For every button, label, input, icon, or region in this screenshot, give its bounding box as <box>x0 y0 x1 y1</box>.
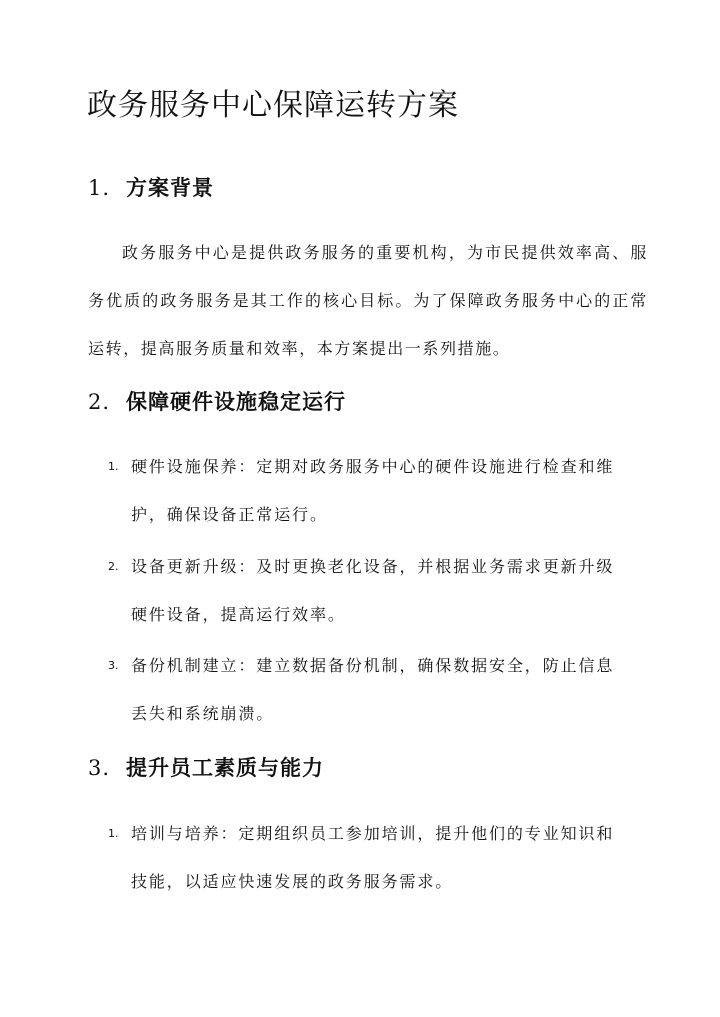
section-title: 保障硬件设施稳定运行 <box>126 389 346 414</box>
list-item-equipment-upgrade <box>108 543 618 639</box>
list-item-number: 2. <box>108 560 119 573</box>
section-number: 1. <box>88 176 111 200</box>
section-title: 提升员工素质与能力 <box>126 755 324 780</box>
section-number: 3. <box>88 756 111 780</box>
list-item-backup-mechanism <box>108 642 618 738</box>
list-item-text: 设备更新升级：及时更换老化设备，并根据业务需求更新升级硬件设备，提高运行效率。 <box>131 557 615 624</box>
list-item-hardware-maintenance <box>108 443 618 539</box>
list-item-training <box>108 810 618 906</box>
section-heading-hardware <box>88 386 346 418</box>
list-item-number: 1. <box>108 460 119 473</box>
section-title: 方案背景 <box>126 175 214 200</box>
list-item-text: 硬件设施保养：定期对政务服务中心的硬件设施进行检查和维护，确保设备正常运行。 <box>131 457 615 524</box>
section-paragraph: 政务服务中心是提供政务服务的重要机构，为市民提供效率高、服务优质的政务服务是其工作的核心目标。为了保障政务服务中心的正常运转，提高服务质量和效率，本方案提出一系列措施。 <box>88 243 648 358</box>
section-heading-background <box>88 172 214 204</box>
document-title: 政务服务中心保障运转方案 <box>87 88 459 123</box>
section-number: 2. <box>88 390 111 414</box>
list-item-number: 3. <box>108 659 119 672</box>
list-item-text: 培训与培养：定期组织员工参加培训，提升他们的专业知识和技能，以适应快速发展的政务服务需求。 <box>131 824 615 891</box>
list-item-number: 1. <box>108 827 119 840</box>
list-item-text: 备份机制建立：建立数据备份机制，确保数据安全，防止信息丢失和系统崩溃。 <box>131 656 615 723</box>
section-heading-staff <box>88 752 324 784</box>
